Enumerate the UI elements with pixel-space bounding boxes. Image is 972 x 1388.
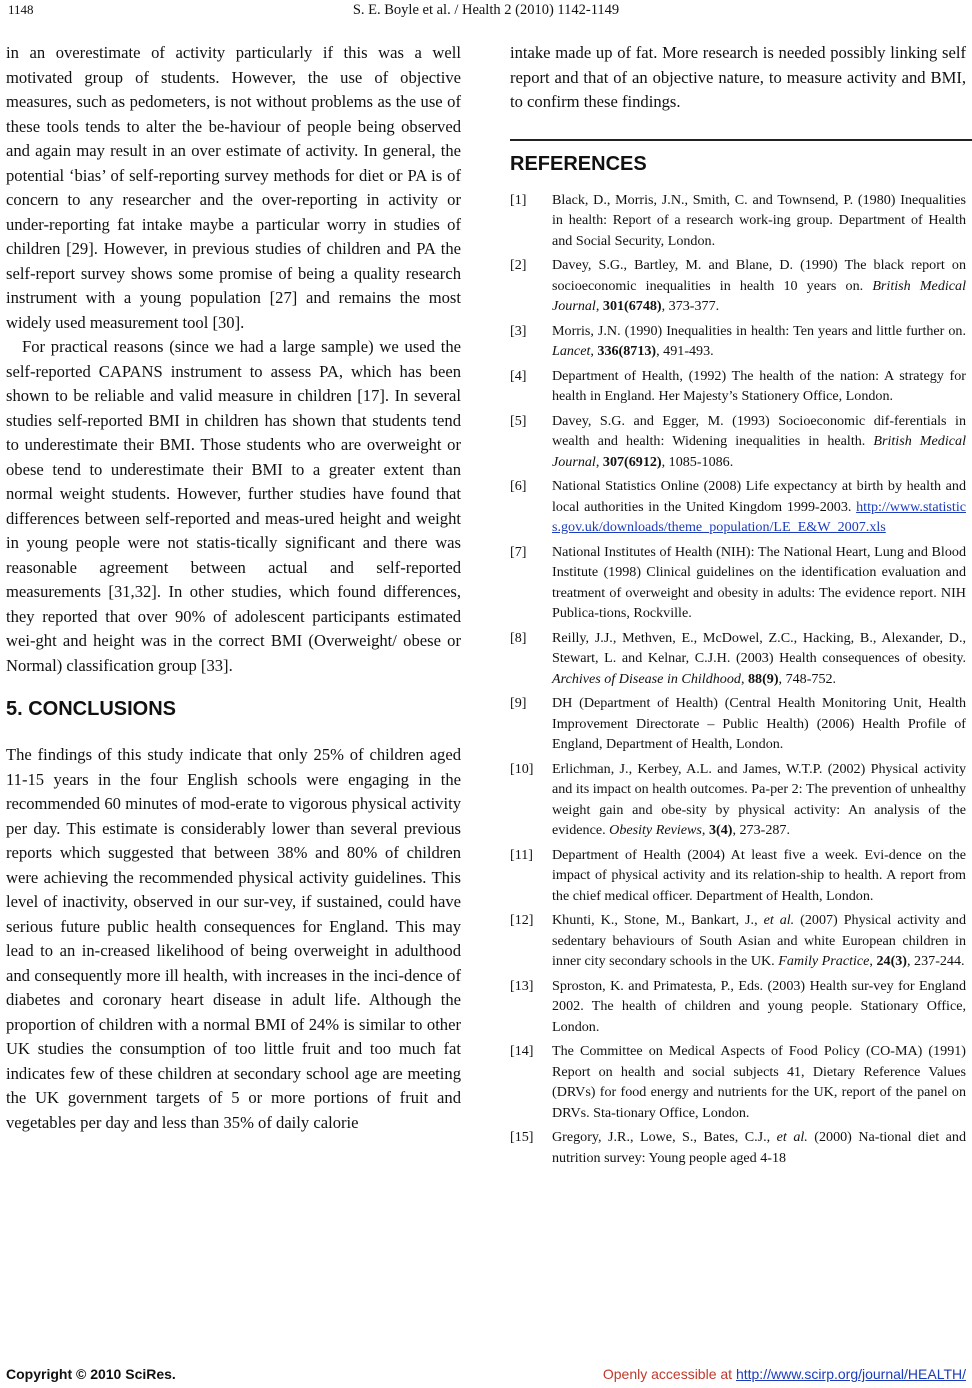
reference-pages: , 748-752. xyxy=(778,670,837,687)
footer-journal-link[interactable]: http://www.scirp.org/journal/HEALTH/ xyxy=(735,1366,966,1382)
reference-pages: , 491-493. xyxy=(656,343,714,359)
reference-journal: British Medical Journal xyxy=(552,433,966,470)
reference-item xyxy=(510,693,966,755)
reference-item xyxy=(510,628,966,690)
reference-item xyxy=(510,190,966,252)
reference-item xyxy=(510,321,966,362)
reference-item xyxy=(510,411,966,473)
reference-journal: Family Practice xyxy=(778,953,870,969)
reference-item xyxy=(510,366,966,407)
reference-number: [5] xyxy=(510,412,527,429)
reference-journal: Archives of Disease in Childhood xyxy=(552,670,741,687)
section-divider xyxy=(510,139,972,141)
reference-number: [14] xyxy=(510,1043,534,1059)
reference-text: Davey, S.G. and Egger, M. (1993) Socioeconomic dif-ferentials in wealth and health: Widening inequalities in health. xyxy=(552,412,966,449)
reference-pages: , 1085-1086. xyxy=(661,453,734,470)
reference-journal: Lancet xyxy=(552,343,591,359)
footer-copyright: Copyright © 2010 SciRes. xyxy=(6,1366,176,1382)
reference-volume: 88(9) xyxy=(747,670,779,687)
reference-item xyxy=(510,1041,966,1123)
reference-item xyxy=(510,976,966,1038)
reference-separator: , xyxy=(869,953,877,969)
reference-item xyxy=(510,542,966,624)
reference-volume: 24(3) xyxy=(876,953,907,969)
body-paragraph: intake made up of fat. More research is needed possibly linking self report and that of an objective nature, to measure activity and BMI, to confirm these findings. xyxy=(510,43,966,111)
reference-list xyxy=(510,190,966,1169)
reference-journal: British Medical Journal xyxy=(552,277,966,314)
reference-text: Morris, J.N. (1990) Inequalities in health: Ten years and little further on. xyxy=(552,322,966,339)
reference-item xyxy=(510,759,966,841)
reference-number: [8] xyxy=(510,629,527,646)
reference-text: Erlichman, J., Kerbey, A.L. and James, W.T.P. (2002) Physical activity and its impact on health outcomes. Pa-per 2: The prevention of unhealthy weight gain and obe-sity by physical activity: An analysis of the evidence. xyxy=(552,760,966,838)
reference-number: [11] xyxy=(510,846,533,863)
reference-text: Department of Health (2004) At least five a week. Evi-dence on the impact of physical activity and its relation-ship to health. A report from the chief medical officer. Department of Health, London. xyxy=(552,846,966,904)
page-number: 1148 xyxy=(8,2,34,17)
reference-et-al: et al. xyxy=(776,1129,808,1145)
reference-et-al: et al. xyxy=(763,912,795,928)
reference-item xyxy=(510,476,966,538)
reference-separator: , xyxy=(590,343,598,359)
reference-separator: , xyxy=(595,453,603,470)
reference-journal: Obesity Reviews xyxy=(609,822,702,838)
reference-separator: , xyxy=(740,670,748,687)
reference-number: [13] xyxy=(510,977,534,994)
right-column xyxy=(510,41,966,1172)
body-paragraph: in an overestimate of activity particularly if this was a well motivated group of students. However, the use of objective measures, such as pedometers, is not without problems as the use of these tools tends to alter the be-haviour of people being observed and again may result in an over estimate of activity. In general, the potential ‘bias’ of self-reporting survey methods for diet or PA is of concern to any researcher and the over-reporting in activity or under-reporting fat intake maybe a particular worry in studies of children [29]. However, in previous studies of children and PA the self-report survey shows some promise of being a quality research instrument with a young population [27] and remains the most widely used measurement tool [30]. xyxy=(6,43,461,332)
reference-text: (2000) Na-tional diet and nutrition survey: Young people aged 4-18 xyxy=(552,1129,966,1166)
reference-number: [4] xyxy=(510,367,527,384)
reference-text: The Committee on Medical Aspects of Food Policy (CO-MA) (1991) Report on health and social subjects 41, Dietary Reference Values (DRVs) for food energy and nutrients for the UK, report of the panel on DRVs. Sta-tionary Office, London. xyxy=(552,1043,966,1121)
reference-pages: , 273-287. xyxy=(732,822,790,838)
reference-pages: , 237-244. xyxy=(907,953,965,969)
reference-number: [1] xyxy=(510,191,527,208)
reference-link[interactable]: http://www.statistics.gov.uk/downloads/theme_population/LE_E&W_2007.xls xyxy=(552,498,966,535)
reference-text: Davey, S.G., Bartley, M. and Blane, D. (1990) The black report on socioeconomic inequalities in health 10 years on. xyxy=(552,257,966,294)
footer-access-text: Openly accessible at xyxy=(602,1366,736,1382)
reference-text: National Statistics Online (2008) Life expectancy at birth by health and local authorities in the United Kingdom 1999-2003. xyxy=(552,478,966,515)
reference-text: DH (Department of Health) (Central Health Monitoring Unit, Health Improvement Directorate – Public Health) (2006) Health Profile of England, Department of Health, London. xyxy=(552,695,966,752)
reference-item xyxy=(510,910,966,972)
running-head: S. E. Boyle et al. / Health 2 (2010) 1142-1149 xyxy=(352,2,620,18)
body-paragraph: The findings of this study indicate that only 25% of children aged 11-15 years in the four English schools were engaging in the recommended 60 minutes of mod-erate to vigorous physical activity per day. This estimate is considerably lower than several previous reports which suggested that between 38% and 80% of children were achieving the recommended physical activity guidelines. This level of inactivity, observed in our sur-vey, if sustained, could have serious future public health consequences for England. This may lead to an in-creased likelihood of being overweight in adulthood and consequently more ill health, with increases in the inci-dence of diabetes and coronary heart disease in adult life. Although the proportion of children with a normal BMI of 24% is similar to other UK studies the consumption of too little fruit and too much fat indicates few of these children at secondary school age are meeting the UK government targets of 5 or more portions of fruit and vegetables per day and less than 35% of daily calorie xyxy=(6,745,461,1132)
reference-text: National Institutes of Health (NIH): The National Heart, Lung and Blood Institute (1998) Clinical guidelines on the identification evaluation and treatment of overweight and obesity in adults: The evidence report. NIH Publica-tions, Rockville. xyxy=(552,543,966,621)
reference-item xyxy=(510,1127,966,1168)
reference-number: [6] xyxy=(510,478,527,494)
reference-text: (2007) Physical activity and sedentary behaviours of South Asian and white European children in inner city secondary schools in the UK. xyxy=(552,912,966,969)
reference-text: Sproston, K. and Primatesta, P., Eds. (2003) Health sur-vey for England 2002. The health of children and young people. Stationary Office, London. xyxy=(552,977,966,1035)
reference-volume: 307(6912) xyxy=(602,453,662,470)
reference-number: [9] xyxy=(510,695,527,711)
reference-separator: , xyxy=(701,822,709,838)
section-heading-conclusions: 5. CONCLUSIONS xyxy=(6,698,177,720)
reference-text: Department of Health, (1992) The health of the nation: A strategy for health in England. Her Majesty’s Stationery Office, London. xyxy=(552,367,966,404)
reference-text: Gregory, J.R., Lowe, S., Bates, C.J., xyxy=(552,1129,777,1145)
footer-access xyxy=(603,1366,966,1382)
body-paragraph: For practical reasons (since we had a large sample) we used the self-reported CAPANS instrument to assess PA, which has been shown to be reliable and valid measure in children [17]. In several studies self-reported BMI in children has shown that students tend to underestimate their BMI. Those students who are overweight or obese tend to underestimate their BMI to a greater extent than normal weight students. However, further studies have found that differences between self-reported and meas-ured height and weight in young people were not statis-tically significant and there was reasonable agreement between actual and self-reported measurements [31,32]. In other studies, which found differences, they reported that over 90% of adolescent participants estimated wei-ght and height was in the correct BMI (Overweight/ obese or Normal) classification group [33]. xyxy=(6,337,461,675)
reference-volume: 301(6748) xyxy=(602,298,662,314)
reference-text: Khunti, K., Stone, M., Bankart, J., xyxy=(552,912,764,928)
reference-volume: 336(8713) xyxy=(597,343,657,359)
reference-volume: 3(4) xyxy=(708,822,733,838)
reference-item xyxy=(510,255,966,317)
reference-number: [7] xyxy=(510,543,527,560)
reference-number: [3] xyxy=(510,322,527,339)
left-column xyxy=(6,41,461,1135)
reference-separator: , xyxy=(595,298,603,314)
reference-text: Reilly, J.J., Methven, E., McDowel, Z.C., Hacking, B., Alexander, D., Stewart, L. and Kelnar, C.J.H. (2003) Health consequences of obesity. xyxy=(552,629,966,666)
reference-text: Black, D., Morris, J.N., Smith, C. and Townsend, P. (1980) Inequalities in health: Report of a research work-ing group. Department of Health and Social Security, London. xyxy=(552,191,966,249)
reference-item xyxy=(510,845,966,907)
section-heading-references: REFERENCES xyxy=(510,152,647,175)
reference-number: [2] xyxy=(510,257,527,273)
reference-pages: , 373-377. xyxy=(661,298,720,314)
reference-number: [10] xyxy=(510,760,534,777)
reference-number: [12] xyxy=(510,912,534,928)
reference-number: [15] xyxy=(510,1129,534,1145)
